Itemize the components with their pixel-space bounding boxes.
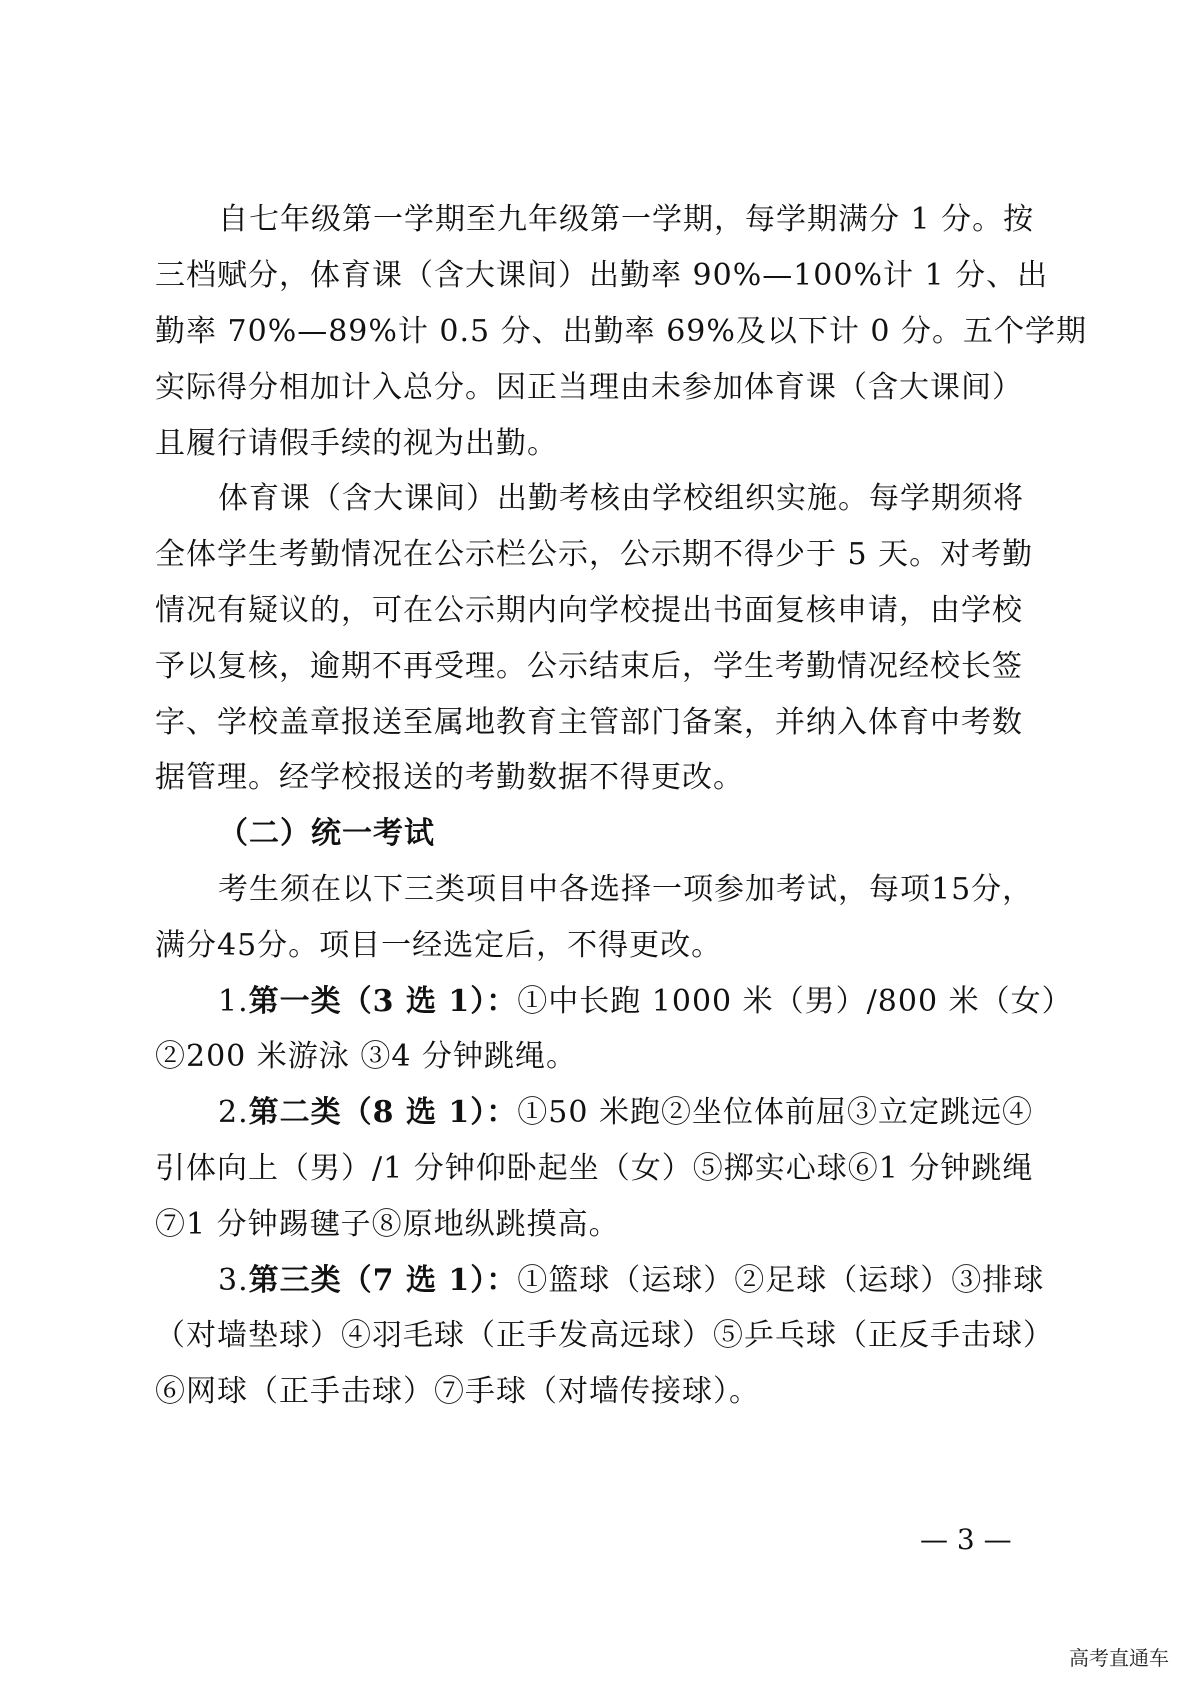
paragraph-2-line-3: 情况有疑议的，可在公示期内向学校提出书面复核申请，由学校 — [155, 593, 1023, 628]
category-2-label: 第二类（8 选 1）： — [248, 1095, 518, 1130]
paragraph-3-line-2: 满分45分。项目一经选定后，不得更改。 — [155, 928, 723, 963]
category-3-number: 3. — [218, 1263, 249, 1298]
category-1-line-2: ②200 米游泳 ③4 分钟跳绳。 — [155, 1039, 577, 1074]
category-3-line-1 — [218, 1261, 1044, 1301]
paragraph-2-line-1: 体育课（含大课间）出勤考核由学校组织实施。每学期须将 — [218, 481, 1024, 516]
paragraph-2-line-5: 字、学校盖章报送至属地教育主管部门备案，并纳入体育中考数 — [155, 705, 1023, 740]
section-heading: （二）统一考试 — [218, 816, 435, 851]
category-3-label: 第三类（7 选 1）： — [248, 1263, 518, 1298]
paragraph-3-line-1: 考生须在以下三类项目中各选择一项参加考试，每项15分， — [218, 872, 1034, 907]
category-1-items: ①中长跑 1000 米（男）/800 米（女） — [517, 984, 1073, 1019]
category-2-line-1 — [218, 1093, 1033, 1133]
paragraph-1-line-3: 勤率 70%—89%计 0.5 分、出勤率 69%及以下计 0 分。五个学期 — [155, 314, 1088, 349]
paragraph-1-line-1: 自七年级第一学期至九年级第一学期，每学期满分 1 分。按 — [218, 202, 1035, 237]
category-2-items: ①50 米跑②坐位体前屈③立定跳远④ — [517, 1095, 1033, 1130]
category-2-line-2: 引体向上（男）/1 分钟仰卧起坐（女）⑤掷实心球⑥1 分钟跳绳 — [155, 1151, 1034, 1186]
paragraph-1-line-4: 实际得分相加计入总分。因正当理由未参加体育课（含大课间） — [155, 370, 1023, 405]
paragraph-1-line-5: 且履行请假手续的视为出勤。 — [155, 426, 558, 461]
watermark: 高考直通车 — [1069, 1646, 1169, 1670]
category-2-line-3: ⑦1 分钟踢毽子⑧原地纵跳摸高。 — [155, 1207, 620, 1242]
category-1-number: 1. — [218, 984, 249, 1019]
paragraph-1-line-2: 三档赋分，体育课（含大课间）出勤率 90%—100%计 1 分、出 — [155, 258, 1049, 293]
category-3-items: ①篮球（运球）②足球（运球）③排球 — [517, 1263, 1045, 1298]
category-1-line-1 — [218, 982, 1073, 1022]
page-number: — 3 — — [920, 1523, 1012, 1556]
paragraph-2-line-2: 全体学生考勤情况在公示栏公示，公示期不得少于 5 天。对考勤 — [155, 537, 1034, 572]
category-3-line-3: ⑥网球（正手击球）⑦手球（对墙传接球）。 — [155, 1374, 760, 1409]
category-1-label: 第一类（3 选 1）： — [248, 984, 518, 1019]
category-2-number: 2. — [218, 1095, 249, 1130]
category-3-line-2: （对墙垫球）④羽毛球（正手发高远球）⑤乒乓球（正反手击球） — [155, 1318, 1054, 1353]
paragraph-2-line-4: 予以复核，逾期不再受理。公示结束后，学生考勤情况经校长签 — [155, 649, 1023, 684]
paragraph-2-line-6: 据管理。经学校报送的考勤数据不得更改。 — [155, 760, 744, 795]
